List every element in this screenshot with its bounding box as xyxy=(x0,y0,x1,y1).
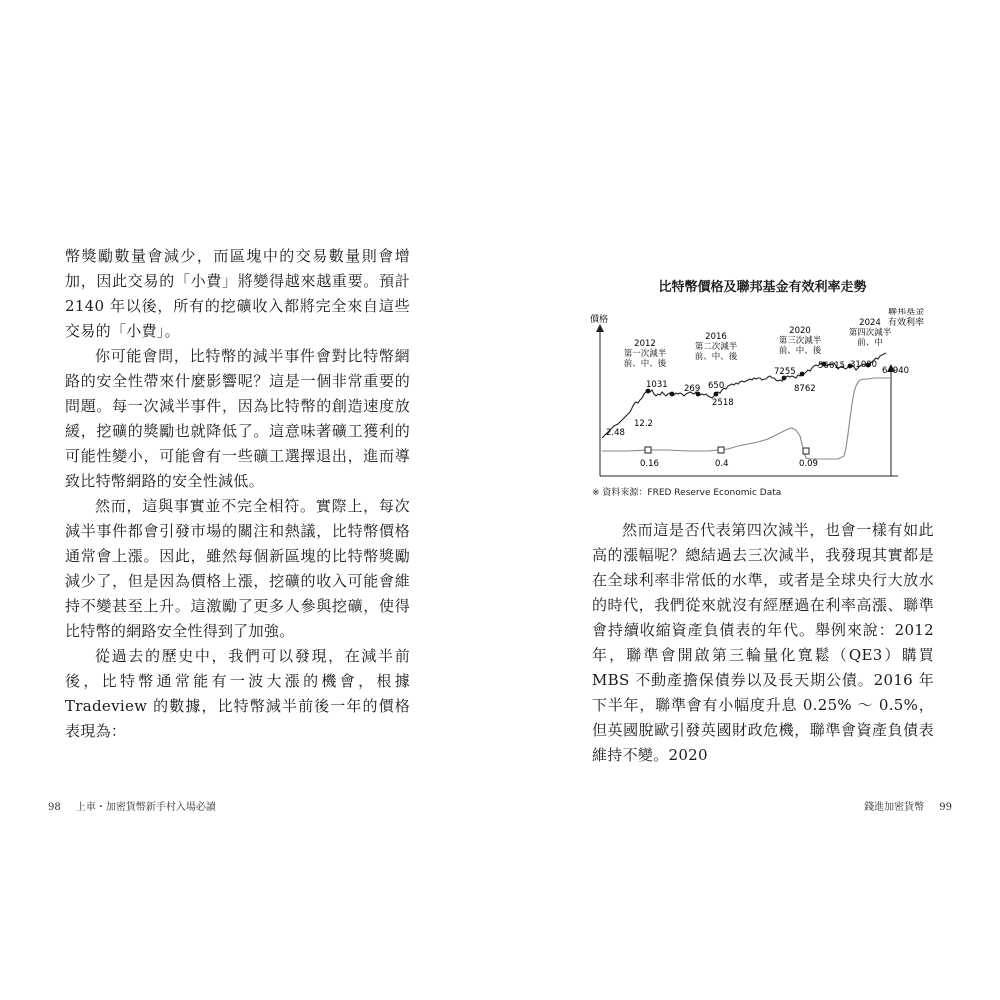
svg-text:2024: 2024 xyxy=(859,318,881,328)
chart xyxy=(588,308,938,480)
y-axis-label: 價格 xyxy=(590,315,609,325)
right-axis-label: 有效利率 xyxy=(887,318,925,328)
halving-annotation xyxy=(695,332,738,362)
svg-text:2012: 2012 xyxy=(634,339,656,349)
svg-text:第一次減半: 第一次減半 xyxy=(623,349,667,359)
page-number: 98 xyxy=(48,802,61,813)
y-axis-arrow xyxy=(596,324,604,332)
price-label: 2518 xyxy=(712,398,734,408)
price-label: 1031 xyxy=(646,380,668,390)
chapter-title: 錢進加密貨幣 xyxy=(864,802,925,813)
price-point xyxy=(800,372,805,377)
svg-text:前、中、後: 前、中、後 xyxy=(694,352,738,362)
halving-annotation xyxy=(849,318,892,348)
price-label: 12.2 xyxy=(634,419,653,429)
right-footer xyxy=(864,798,952,813)
price-label: 56615 xyxy=(818,361,846,371)
price-label: 8762 xyxy=(794,384,816,394)
rate-point xyxy=(718,447,724,453)
svg-text:第二次減半: 第二次減半 xyxy=(694,342,738,352)
paragraph: 你可能會問，比特幣的減半事件會對比特幣網路的安全性帶來什麼影響呢？這是一個非常重要的問題。每一次減半事件，因為比特幣的創造速度放緩，挖礦的獎勵也就降低了。這意味著礦工獲利的可能性變小，可能會有一些礦工選擇退出，進而導致比特幣網路的安全性減低。 xyxy=(65,347,410,490)
left-footer xyxy=(48,798,216,813)
svg-text:前、中、後: 前、中、後 xyxy=(778,346,822,356)
svg-text:第三次減半: 第三次減半 xyxy=(778,336,822,346)
price-label: 31000 xyxy=(850,360,878,370)
chart-svg xyxy=(588,308,938,480)
price-point xyxy=(714,392,719,397)
price-label: 269 xyxy=(684,384,701,394)
price-label: 2.48 xyxy=(606,428,625,438)
rate-label: 0.16 xyxy=(640,459,659,469)
page-number: 99 xyxy=(939,802,952,813)
svg-text:2016: 2016 xyxy=(705,332,727,342)
rate-point xyxy=(803,448,809,454)
svg-text:2020: 2020 xyxy=(789,326,811,336)
left-page-body xyxy=(65,244,410,744)
paragraph: 從過去的歷史中，我們可以發現，在減半前後，比特幣通常能有一波大漲的機會，根據 Tradeview 的數據，比特幣減半前後一年的價格表現為： xyxy=(65,647,410,740)
svg-text:第四次減半: 第四次減半 xyxy=(848,328,892,338)
chart-title: 比特幣價格及聯邦基金有效利率走勢 xyxy=(658,280,867,295)
price-label: 64940 xyxy=(882,366,910,376)
price-point xyxy=(670,392,675,397)
price-label: 650 xyxy=(708,381,725,391)
rate-point xyxy=(645,447,651,453)
right-axis-label: 聯邦基金 xyxy=(887,308,925,317)
chart-source: ※ 資料來源：FRED Reserve Economic Data xyxy=(592,488,782,498)
book-title: 上車・加密貨幣新手村入場必讀 xyxy=(75,802,216,813)
rate-label: 0.4 xyxy=(715,459,729,469)
right-page-body xyxy=(592,518,934,768)
svg-text:前、中: 前、中 xyxy=(857,338,883,348)
paragraph: 然而，這與事實並不完全相符。實際上，每次減半事件都會引發市場的關注和熱議，比特幣價格通常會上漲。因此，雖然每個新區塊的比特幣獎勵減少了，但是因為價格上漲，挖礦的收入可能會維持不變甚至上升。這激勵了更多人參與挖礦，使得比特幣的網路安全性得到了加強。 xyxy=(65,497,410,640)
halving-annotation xyxy=(624,339,667,369)
halving-annotation xyxy=(779,326,822,356)
paragraph: 幣獎勵數量會減少，而區塊中的交易數量則會增加，因此交易的「小費」將變得越來越重要。預計 2140 年以後，所有的挖礦收入都將完全來自這些交易的「小費」。 xyxy=(65,247,410,340)
svg-text:前、中、後: 前、中、後 xyxy=(623,359,667,369)
price-label: 7255 xyxy=(774,367,796,377)
rate-label: 0.09 xyxy=(799,459,818,469)
paragraph: 然而這是否代表第四次減半，也會一樣有如此高的漲幅呢？總結過去三次減半，我發現其實都是在全球利率非常低的水準，或者是全球央行大放水的時代，我們從來就沒有經歷過在利率高漲、聯準會持續收縮資產負債表的年代。舉例來說：2012 年，聯準會開啟第三輪量化寬鬆（QE3）購買 MBS 不動產擔保債券以及長天期公債。2016 年下半年，聯準會有小幅度升息 0.25% ～ 0.5%，但英國脫歐引發英國財政危機，聯準會資產負債表維持不變。2020 xyxy=(592,521,934,764)
